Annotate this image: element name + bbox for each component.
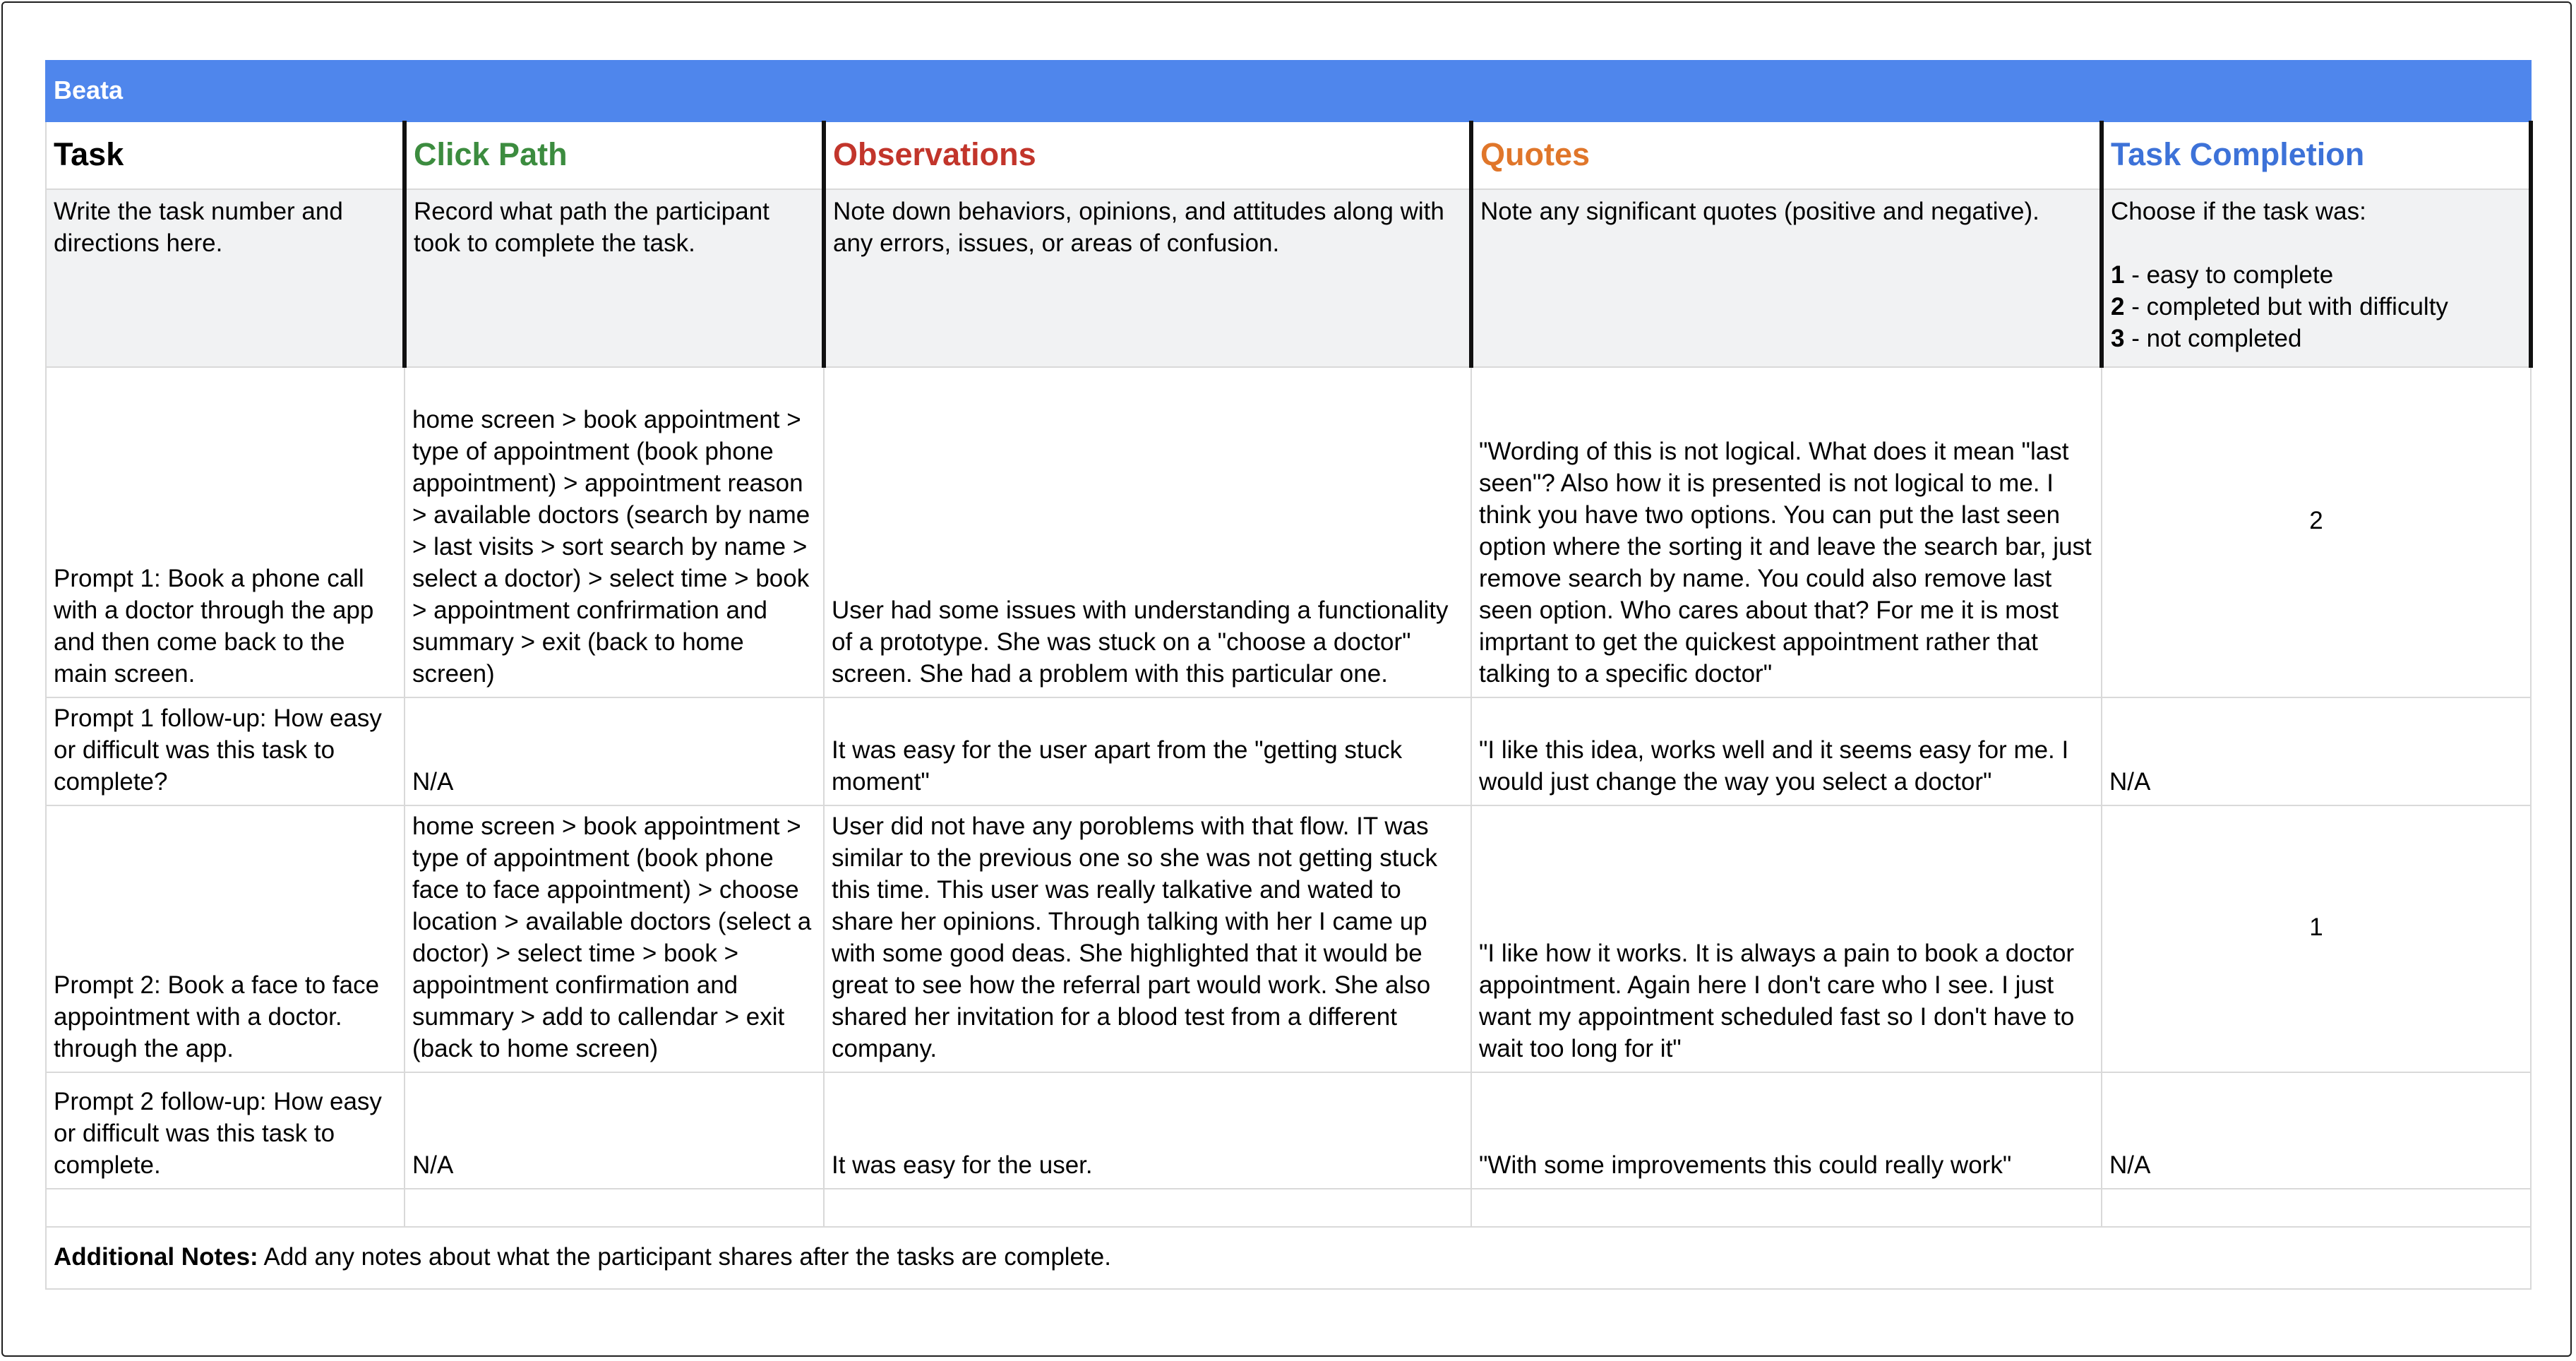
observations-cell[interactable]: It was easy for the user apart from the "getting stuck moment"	[824, 697, 1471, 805]
completion-option-3: 3 - not completed	[2111, 325, 2302, 352]
task-completion-cell[interactable]: N/A	[2102, 1072, 2531, 1189]
click-path-cell[interactable]: N/A	[405, 1072, 824, 1189]
click-path-description[interactable]: Record what path the participant took to complete the task.	[405, 189, 824, 367]
observations-description[interactable]: Note down behaviors, opinions, and attitudes along with any errors, issues, or areas of confusion.	[824, 189, 1471, 367]
task-completion-cell[interactable]: N/A	[2102, 697, 2531, 805]
additional-notes-text: Add any notes about what the participant shares after the tasks are complete.	[258, 1242, 1111, 1271]
quotes-header[interactable]: Quotes	[1471, 121, 2102, 189]
task-completion-cell[interactable]: 1	[2102, 805, 2531, 1072]
task-completion-cell[interactable]: 2	[2102, 367, 2531, 697]
table-row	[46, 1072, 2531, 1189]
quotes-cell[interactable]: "I like this idea, works well and it seems easy for me. I would just change the way you select a doctor"	[1471, 697, 2102, 805]
empty-cell[interactable]	[46, 1189, 405, 1227]
observations-cell[interactable]: User did not have any poroblems with that flow. IT was similar to the previous one so she was not getting stuck this time. This user was really talkative and wated to share her opinions. Through talking with her I came up with some good deas. She highlighted that it would be great to see how the referral part would work. She also shared her invitation for a blood test from a different company.	[824, 805, 1471, 1072]
quotes-cell[interactable]: "I like how it works. It is always a pain to book a doctor appointment. Again here I don't care who I see. I just want my appointment scheduled fast so I don't have to wait too long for it"	[1471, 805, 2102, 1072]
empty-cell[interactable]	[2102, 1189, 2531, 1227]
additional-notes-label: Additional Notes:	[54, 1242, 258, 1271]
table-row	[46, 367, 2531, 697]
completion-option-1: 1 - easy to complete	[2111, 261, 2334, 289]
title-row	[46, 61, 2531, 121]
task-cell[interactable]: Prompt 1: Book a phone call with a doctor through the app and then come back to the main screen.	[46, 367, 405, 697]
participant-name-cell[interactable]: Beata	[46, 61, 2531, 121]
task-header[interactable]: Task	[46, 121, 405, 189]
quotes-cell[interactable]: "With some improvements this could really work"	[1471, 1072, 2102, 1189]
empty-cell[interactable]	[1471, 1189, 2102, 1227]
description-row	[46, 189, 2531, 367]
empty-cell[interactable]	[405, 1189, 824, 1227]
task-completion-description[interactable]	[2102, 189, 2531, 367]
click-path-cell[interactable]: home screen > book appointment > type of appointment (book phone appointment) > appointment reason > available doctors (search by name > last visits > sort search by name > select a doctor) > select time > book > appointment confrirmation and summary > exit (back to home screen)	[405, 367, 824, 697]
task-description[interactable]: Write the task number and directions here.	[46, 189, 405, 367]
task-cell[interactable]: Prompt 1 follow-up: How easy or difficult was this task to complete?	[46, 697, 405, 805]
table-row	[46, 697, 2531, 805]
click-path-cell[interactable]: home screen > book appointment > type of appointment (book phone face to face appointment) > choose location > available doctors (select a doctor) > select time > book > appointment confirmation and summary > add to callendar > exit (back to home screen)	[405, 805, 824, 1072]
empty-row	[46, 1189, 2531, 1227]
empty-cell[interactable]	[824, 1189, 1471, 1227]
click-path-header[interactable]: Click Path	[405, 121, 824, 189]
research-notes-table	[45, 60, 2533, 1290]
blank-line	[2111, 227, 2522, 259]
task-completion-header[interactable]: Task Completion	[2102, 121, 2531, 189]
observations-cell[interactable]: User had some issues with understanding a functionality of a prototype. She was stuck on a "choose a doctor" screen. She had a problem with this particular one.	[824, 367, 1471, 697]
additional-notes-row	[46, 1227, 2531, 1289]
task-cell[interactable]: Prompt 2 follow-up: How easy or difficult was this task to complete.	[46, 1072, 405, 1189]
click-path-cell[interactable]: N/A	[405, 697, 824, 805]
task-cell[interactable]: Prompt 2: Book a face to face appointment with a doctor. through the app.	[46, 805, 405, 1072]
quotes-description[interactable]: Note any significant quotes (positive and negative).	[1471, 189, 2102, 367]
table-row	[46, 805, 2531, 1072]
completion-intro: Choose if the task was:	[2111, 198, 2366, 225]
observations-header[interactable]: Observations	[824, 121, 1471, 189]
observations-cell[interactable]: It was easy for the user.	[824, 1072, 1471, 1189]
additional-notes-cell[interactable]	[46, 1227, 2531, 1289]
completion-option-2: 2 - completed but with difficulty	[2111, 293, 2448, 320]
header-row	[46, 121, 2531, 189]
quotes-cell[interactable]: "Wording of this is not logical. What does it mean "last seen"? Also how it is presented is not logical to me. I think you have two options. You can put the last seen option where the sorting it and leave the search bar, just remove search by name. You could also remove last seen option. Who cares about that? For me it is most imprtant to get the quickest appointment rather that talking to a specific doctor"	[1471, 367, 2102, 697]
